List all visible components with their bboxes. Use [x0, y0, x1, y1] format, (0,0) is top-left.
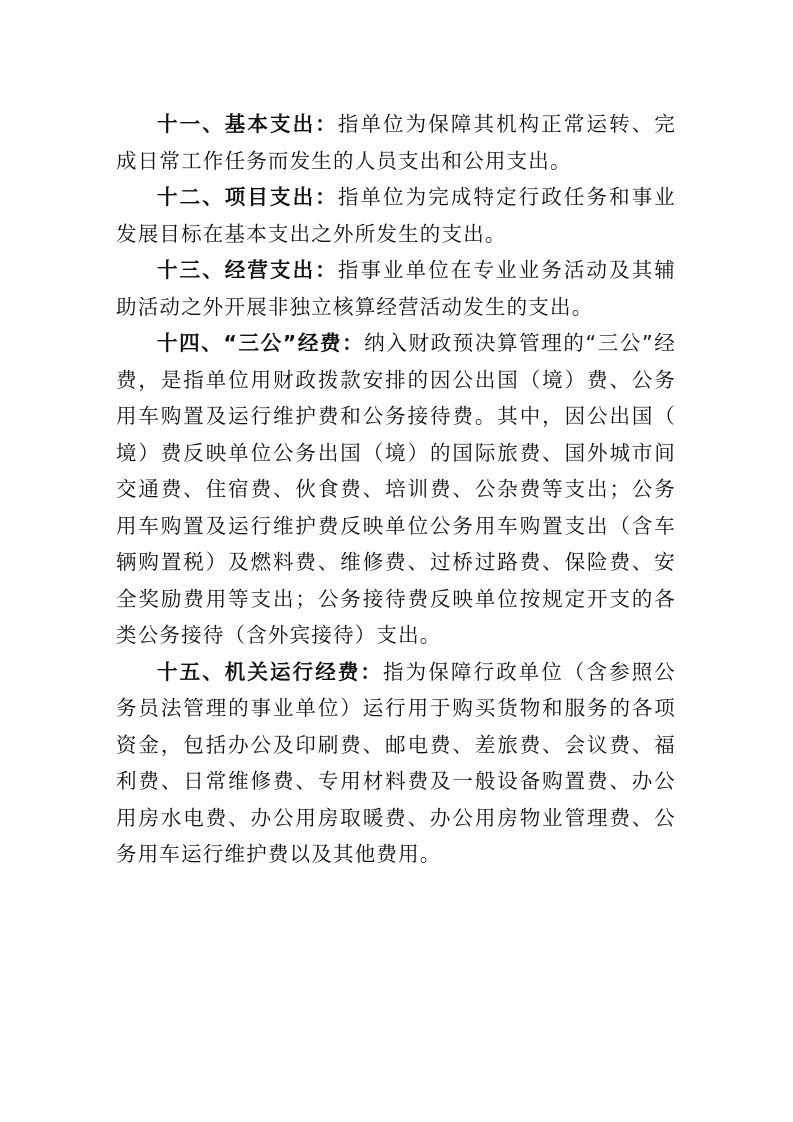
- definition-project-expenditure: 指单位为完成特定行政任务和事业发展目标在基本支出之外所发生的支出。: [116, 185, 677, 246]
- definition-operating-expenditure: 指事业单位在专业业务活动及其辅助活动之外开展非独立核算经营活动发生的支出。: [116, 258, 677, 319]
- definition-basic-expenditure: 指单位为保障其机构正常运转、完成日常工作任务而发生的人员支出和公用支出。: [116, 112, 677, 173]
- definition-three-public-expenses: 纳入财政预决算管理的“三公”经费，是指单位用财政拨款安排的因公出国（境）费、公务用车购置及运行维护费和公务接待费。其中，因公出国（境）费反映单位公务出国（境）的国际旅费、国外城市间交通费、住宿费、伙食费、培训费、公杂费等支出；公务用车购置及运行维护费反映单位公务用车购置支出（含车辆购置税）及燃料费、维修费、过桥过路费、保险费、安全奖励费用等支出；公务接待费反映单位按规定开支的各类公务接待（含外宾接待）支出。: [116, 331, 676, 647]
- paragraph-operating-expenditure: [116, 252, 676, 325]
- paragraph-project-expenditure: [116, 179, 676, 252]
- paragraph-basic-expenditure: [116, 106, 676, 179]
- paragraph-agency-operating-funds: [116, 654, 676, 873]
- definition-agency-operating-funds: 指为保障行政单位（含参照公务员法管理的事业单位）运行用于购买货物和服务的各项资金，包括办公及印刷费、邮电费、差旅费、会议费、福利费、日常维修费、专用材料费及一般设备购置费、办公用房水电费、办公用房取暖费、办公用房物业管理费、公务用车运行维护费以及其他费用。: [116, 659, 676, 866]
- term-agency-operating-funds: 十五、机关运行经费：: [157, 659, 384, 684]
- term-basic-expenditure: 十一、基本支出：: [157, 112, 338, 136]
- term-project-expenditure: 十二、项目支出：: [157, 185, 338, 209]
- term-operating-expenditure: 十三、经营支出：: [157, 258, 338, 282]
- term-three-public-expenses: 十四、“三公”经费：: [157, 331, 365, 355]
- paragraph-three-public-expenses: [116, 325, 676, 654]
- document-body: [116, 106, 676, 873]
